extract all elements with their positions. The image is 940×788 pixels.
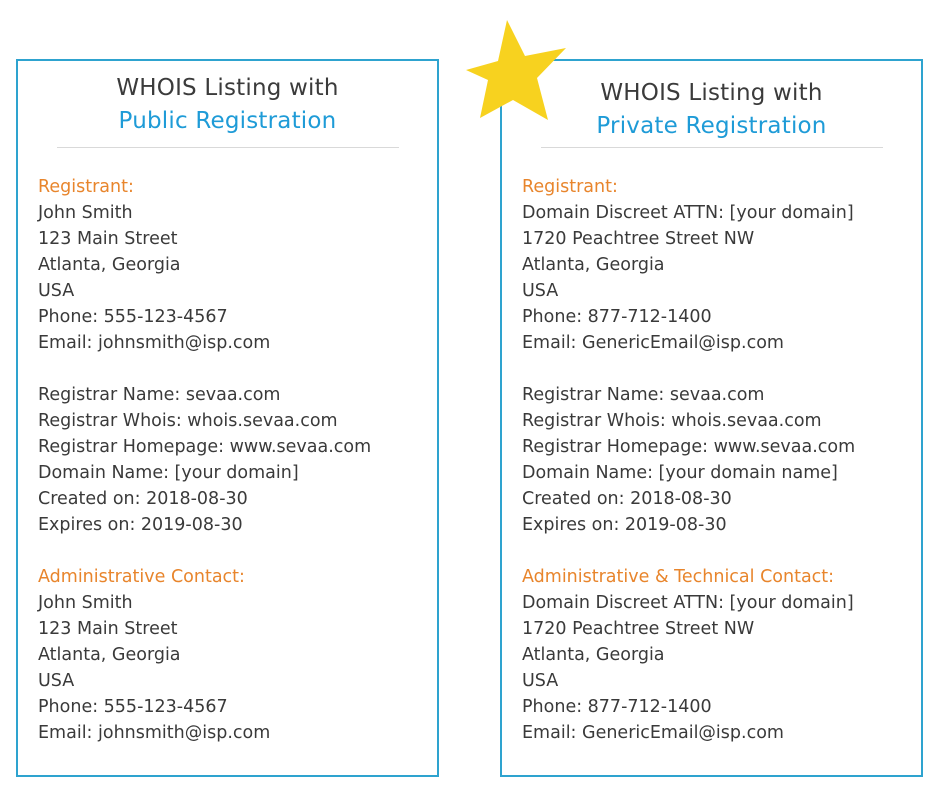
private-registrar-line: Registrar Name: sevaa.com: [522, 385, 765, 405]
public-title-line1: WHOIS Listing with: [116, 75, 339, 101]
private-title-divider: [541, 147, 883, 148]
section-spacer: [522, 538, 855, 564]
private-registrant-line: Email: GenericEmail@isp.com: [522, 333, 784, 353]
public-contact-line: Phone: 555-123-4567: [38, 697, 228, 717]
private-contact-line: USA: [522, 671, 559, 691]
public-card-title: [18, 72, 437, 138]
private-registrant-line: 1720 Peachtree Street NW: [522, 229, 755, 249]
private-contact-line: Atlanta, Georgia: [522, 645, 665, 665]
public-contact-line: USA: [38, 671, 75, 691]
public-listing-body: [38, 174, 371, 746]
public-registrant-line: USA: [38, 281, 75, 301]
public-registrar-line: Registrar Homepage: www.sevaa.com: [38, 437, 372, 457]
public-title-divider: [57, 147, 399, 148]
public-registrant-line: Email: johnsmith@isp.com: [38, 333, 271, 353]
public-contact-line: Email: johnsmith@isp.com: [38, 723, 271, 743]
star-icon-shape: [466, 20, 566, 120]
private-registrar-line: Registrar Homepage: www.sevaa.com: [522, 437, 856, 457]
section-spacer: [38, 356, 371, 382]
public-contact-label: Administrative Contact:: [38, 567, 245, 587]
public-registrar-line: Registrar Name: sevaa.com: [38, 385, 281, 405]
private-title-line1: WHOIS Listing with: [600, 80, 823, 106]
private-registrant-line: Domain Discreet ATTN: [your domain]: [522, 203, 854, 223]
private-contact-line: 1720 Peachtree Street NW: [522, 619, 755, 639]
private-registrant-line: Atlanta, Georgia: [522, 255, 665, 275]
private-contact-line: Email: GenericEmail@isp.com: [522, 723, 784, 743]
public-registrant-line: Atlanta, Georgia: [38, 255, 181, 275]
private-registrant-label: Registrant:: [522, 177, 618, 197]
private-contact-line: Phone: 877-712-1400: [522, 697, 712, 717]
private-listing-body: [522, 174, 855, 746]
public-registrant-label: Registrant:: [38, 177, 134, 197]
private-registrar-line: Registrar Whois: whois.sevaa.com: [522, 411, 822, 431]
private-registrar-line: Expires on: 2019-08-30: [522, 515, 727, 535]
private-registrant-line: USA: [522, 281, 559, 301]
private-contact-line: Domain Discreet ATTN: [your domain]: [522, 593, 854, 613]
private-registrar-line: Created on: 2018-08-30: [522, 489, 732, 509]
section-spacer: [522, 356, 855, 382]
public-registrar-line: Domain Name: [your domain]: [38, 463, 299, 483]
public-contact-line: 123 Main Street: [38, 619, 178, 639]
public-registrar-line: Registrar Whois: whois.sevaa.com: [38, 411, 338, 431]
public-registrar-line: Expires on: 2019-08-30: [38, 515, 243, 535]
private-registrar-line: Domain Name: [your domain name]: [522, 463, 838, 483]
public-title-line2: Public Registration: [118, 108, 337, 134]
section-spacer: [38, 538, 371, 564]
public-contact-line: Atlanta, Georgia: [38, 645, 181, 665]
public-registrant-line: John Smith: [38, 203, 133, 223]
private-registration-card: [500, 59, 923, 777]
public-registrant-line: Phone: 555-123-4567: [38, 307, 228, 327]
public-registrant-line: 123 Main Street: [38, 229, 178, 249]
public-registrar-line: Created on: 2018-08-30: [38, 489, 248, 509]
public-contact-line: John Smith: [38, 593, 133, 613]
star-icon: [464, 18, 574, 126]
private-registrant-line: Phone: 877-712-1400: [522, 307, 712, 327]
public-registration-card: [16, 59, 439, 777]
private-contact-label: Administrative & Technical Contact:: [522, 567, 835, 587]
private-title-line2: Private Registration: [596, 113, 827, 139]
